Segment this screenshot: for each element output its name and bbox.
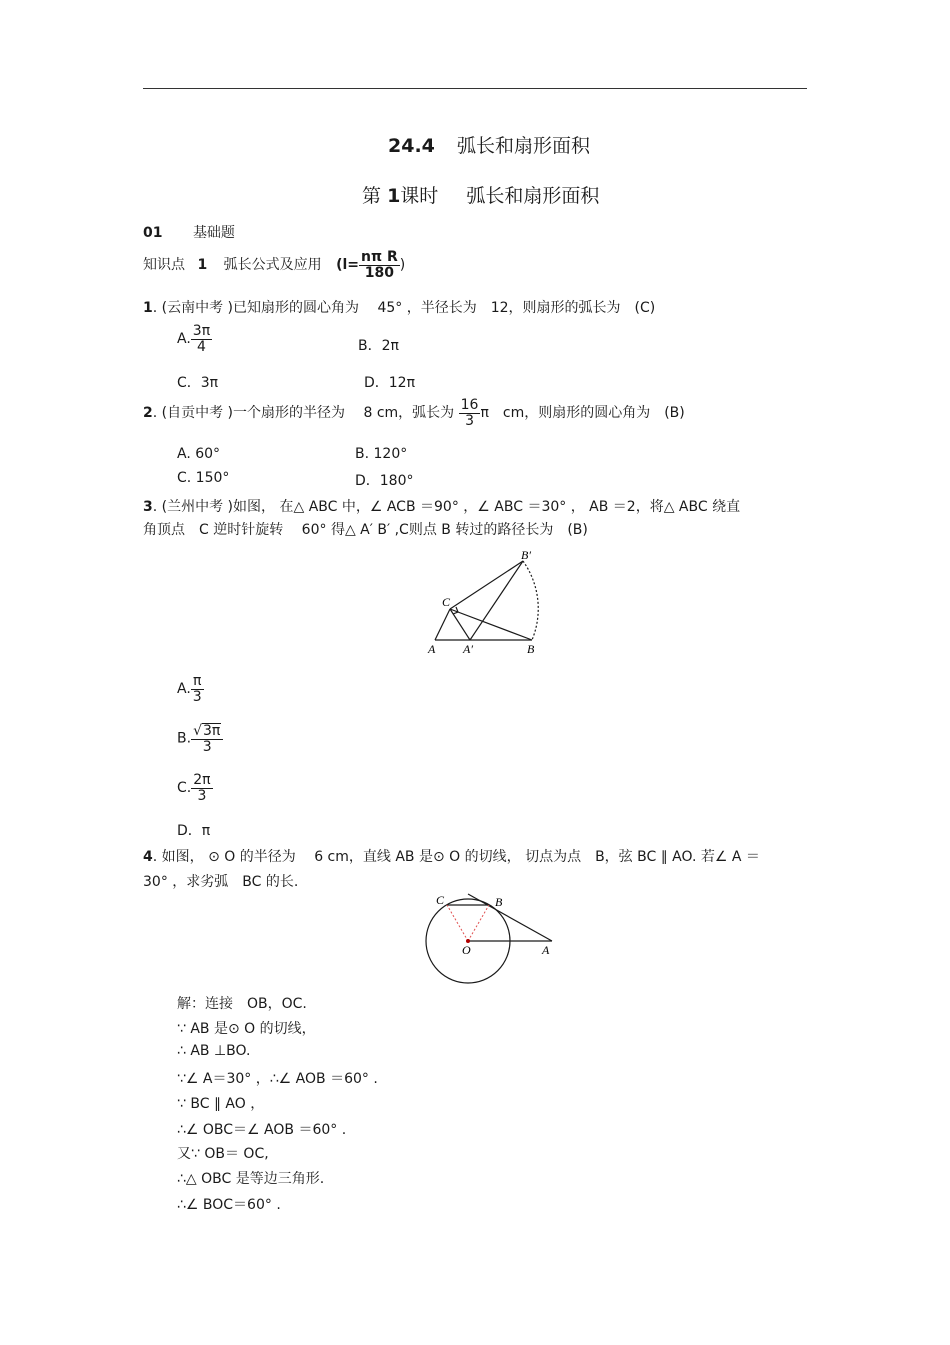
question-3-line2: 角顶点 C 逆时针旋转 60° 得△ A′ B′ ,C则点 B 转过的路径长为 (B)	[143, 522, 588, 538]
question-text: . (兰州中考 )如图， 在△ ABC 中，∠ ACB ＝90° ，∠ ABC ＝30° ， AB ＝2，将△ ABC 绕直	[152, 499, 741, 515]
question-4	[143, 846, 760, 866]
sqrt-sign: √	[193, 723, 202, 739]
question-3	[143, 496, 740, 516]
section-title: 弧长和扇形面积	[456, 135, 590, 157]
q1-option-d: D．12π	[364, 375, 416, 391]
option-fraction	[191, 674, 204, 704]
solution-line-5: ∵ BC ∥ AO ，	[177, 1096, 265, 1112]
question-2	[143, 398, 685, 428]
question-number: 2	[143, 405, 153, 422]
label-o: O	[462, 943, 471, 957]
question-1	[143, 297, 655, 317]
arc-length-fraction	[459, 398, 481, 428]
q2-option-b: B. 120°	[355, 446, 408, 462]
option-label: C.	[177, 780, 192, 797]
fraction-denominator: 3	[197, 787, 207, 804]
option-fraction	[191, 773, 212, 803]
line-a-prime-b-prime	[470, 561, 523, 640]
solution-line-4: ∵∠ A＝30° ，∴∠ AOB ＝60° .	[177, 1071, 378, 1087]
question-number: 1	[143, 300, 153, 316]
q2-option-a: A. 60°	[177, 446, 221, 462]
part-title: 基础题	[192, 225, 235, 241]
solution-line-2: ∵ AB 是⊙ O 的切线，	[177, 1021, 316, 1037]
line-cb-prime	[450, 561, 523, 609]
label-c: C	[442, 595, 451, 609]
solution-line-7: 又∵ OB＝ OC,	[177, 1146, 269, 1162]
arc-length-formula	[359, 250, 400, 280]
fraction-numerator: 2π	[193, 772, 211, 788]
option-label: A.	[177, 681, 191, 698]
line-ac	[435, 609, 450, 640]
section-number: 24.4	[388, 135, 435, 157]
knowledge-label: 知识点	[143, 257, 185, 274]
tangent-figure	[420, 890, 565, 986]
formula-close: )	[399, 257, 406, 274]
solution-line-9: ∴∠ BOC＝60° .	[177, 1197, 281, 1213]
label-a-prime: A′	[463, 642, 473, 656]
q1-option-b: B．2π	[358, 338, 399, 354]
q1-option-c: C．3π	[177, 375, 219, 391]
question-text: . (云南中考 )已知扇形的圆心角为 45° ，半径长为 12，则扇形的弧长为 (C)	[152, 300, 656, 316]
label-a: A	[428, 642, 436, 656]
part-label	[143, 222, 235, 242]
question-text-continued: π cm，则扇形的圆心角为 (B)	[480, 405, 685, 422]
knowledge-point	[143, 250, 405, 280]
radius-ob	[468, 905, 489, 941]
question-number: 3	[143, 499, 153, 515]
radicand: 3π	[202, 723, 221, 739]
option-fraction	[191, 723, 223, 754]
formula-denominator: 180	[364, 264, 395, 281]
fraction-numerator	[191, 723, 223, 740]
fraction-denominator: 4	[196, 338, 206, 355]
fraction-numerator: 3π	[192, 323, 211, 339]
question-4-line2: 30° ，求劣弧 BC 的长.	[143, 874, 299, 890]
lesson-suffix: 课时	[400, 185, 439, 207]
knowledge-text: 弧长公式及应用	[223, 257, 322, 274]
solution-line-3: ∴ AB ⊥BO.	[177, 1043, 251, 1059]
top-rule	[143, 88, 807, 89]
solution-line-1: 解：连接 OB，OC.	[177, 996, 307, 1012]
fraction-denominator: 3	[202, 738, 212, 755]
option-label: A.	[177, 331, 191, 348]
q2-option-d: D．180°	[355, 473, 414, 489]
q1-option-a	[177, 324, 212, 354]
section-heading	[388, 131, 590, 158]
rotation-figure	[425, 548, 565, 658]
fraction-numerator: π	[191, 674, 204, 690]
label-b-prime: B′	[521, 548, 531, 562]
lesson-number: 1	[387, 185, 401, 207]
label-a: A	[542, 943, 550, 957]
question-text: . (自贡中考 )一个扇形的半径为 8 cm，弧长为	[152, 405, 455, 422]
label-c: C	[436, 893, 445, 907]
solution-line-8: ∴△ OBC 是等边三角形.	[177, 1171, 325, 1187]
part-number: 01	[143, 225, 163, 241]
fraction-denominator: 3	[192, 688, 202, 705]
option-label: B.	[177, 730, 192, 747]
lesson-heading	[362, 181, 599, 208]
rotation-arc	[523, 561, 538, 640]
line-cb	[450, 609, 532, 640]
option-fraction	[191, 324, 212, 354]
lesson-prefix: 第	[362, 185, 382, 207]
q3-option-a	[177, 674, 204, 704]
label-b: B	[527, 642, 535, 656]
lesson-title: 弧长和扇形面积	[466, 185, 600, 207]
knowledge-number: 1	[197, 257, 208, 274]
formula-numerator: nπ R	[361, 249, 398, 265]
formula-open: (l=	[336, 257, 360, 274]
q2-option-c: C. 150°	[177, 470, 230, 486]
question-number: 4	[143, 849, 153, 865]
q3-option-c	[177, 773, 213, 803]
question-text: . 如图， ⊙ O 的半径为 6 cm，直线 AB 是⊙ O 的切线， 切点为点 B，弦 BC ∥ AO. 若∠ A ＝	[152, 849, 760, 865]
radius-oc	[447, 905, 468, 941]
q3-option-d: D．π	[177, 823, 211, 839]
solution-line-6: ∴∠ OBC＝∠ AOB ＝60° .	[177, 1122, 347, 1138]
fraction-numerator: 16	[460, 397, 479, 413]
q3-option-b	[177, 723, 223, 754]
label-b: B	[495, 895, 503, 909]
fraction-denominator: 3	[465, 412, 474, 429]
